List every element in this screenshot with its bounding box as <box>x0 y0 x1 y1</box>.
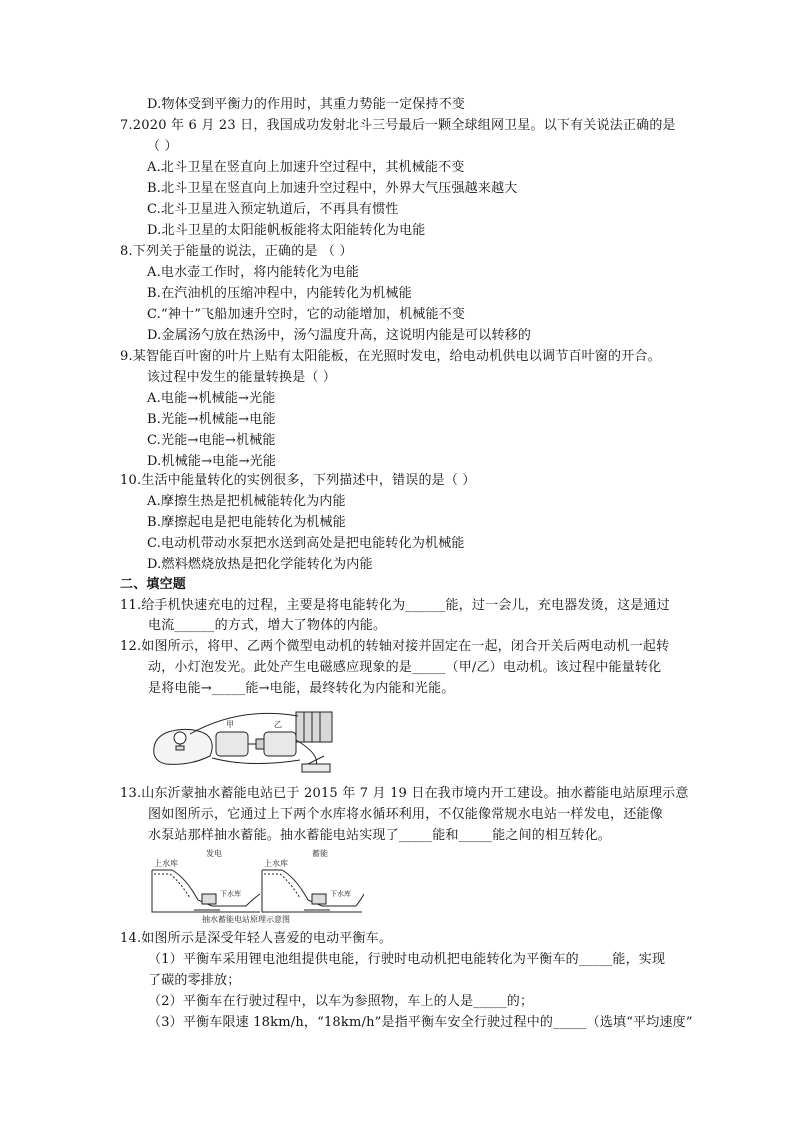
q10-option-d: D.燃料燃烧放热是把化学能转化为内能 <box>147 557 373 572</box>
motor-yi-icon <box>264 732 296 756</box>
q7-option-b: B.北斗卫星在竖直向上加速升空过程中，外界大气压强越来越大 <box>147 181 518 196</box>
pump-right-icon <box>312 894 326 904</box>
lower-reservoir-right-label: 下水库 <box>330 890 351 898</box>
q9-option-d: D.机械能→电能→光能 <box>147 454 277 469</box>
q9-stem-cont: 该过程中发生的能量转换是（ ） <box>147 370 337 385</box>
lamp-icon <box>174 732 186 744</box>
q9-option-a: A.电能→机械能→光能 <box>147 391 276 406</box>
turbine-left-icon <box>202 894 216 904</box>
q12-motor-circuit-figure <box>150 702 340 780</box>
q14-part2: （2）平衡车在行驶过程中，以车为参照物，车上的人是_____的； <box>148 994 534 1009</box>
q8-option-d: D.金属汤勺放在热汤中，汤勺温度升高，这说明内能是可以转移的 <box>147 328 532 343</box>
q14-part3: （3）平衡车限速 18km/h，“18km/h”是指平衡车安全行驶过程中的_____（选填“平均速度” <box>148 1015 693 1030</box>
q11-stem: 11.给手机快速充电的过程，主要是将电能转化为______能，过一会儿，充电器发烫，这是通过 <box>120 598 670 613</box>
q12-stem-cont2: 是将电能→_____能→电能，最终转化为内能和光能。 <box>148 681 455 696</box>
q12-stem-cont1: 动，小灯泡发光。此处产生电磁感应现象的是_____（甲/乙）电动机。该过程中能量转化 <box>148 660 662 675</box>
generate-title: 发电 <box>206 849 222 858</box>
q10-option-b: B.摩擦起电是把电能转化为机械能 <box>147 515 346 530</box>
motor-jia-icon <box>216 732 248 756</box>
battery-icon <box>296 712 332 742</box>
q14-stem: 14.如图所示是深受年轻人喜爱的电动平衡车。 <box>120 931 393 946</box>
q7-option-d: D.北斗卫星的太阳能帆板能将太阳能转化为电能 <box>147 223 426 238</box>
q9-option-c: C.光能→电能→机械能 <box>147 433 276 448</box>
q13-stem-cont2: 水泵站那样抽水蓄能。抽水蓄能电站实现了_____能和_____能之间的相互转化。 <box>148 828 612 843</box>
q7-option-a: A.北斗卫星在竖直向上加速升空过程中，其机械能不变 <box>147 160 465 175</box>
q13-stem-cont1: 图如图所示，它通过上下两个水库将水循环利用，不仅能像常规水电站一样发电，还能像 <box>148 807 663 822</box>
q7-option-c: C.北斗卫星进入预定轨道后，不再具有惯性 <box>147 202 399 217</box>
q10-stem: 10.生活中能量转化的实例很多，下列描述中，错误的是（ ） <box>120 473 476 488</box>
q13-pumped-storage-figure <box>150 848 364 924</box>
q8-option-b: B.在汽油机的压缩冲程中，内能转化为机械能 <box>147 286 412 301</box>
q13-stem: 13.山东沂蒙抽水蓄能电站已于 2015 年 7 月 19 日在我市境内开工建设。抽水蓄能电站原理示意 <box>120 786 689 801</box>
label-jia: 甲 <box>226 720 234 729</box>
pumped-storage-diagram <box>150 848 364 924</box>
q9-option-b: B.光能→机械能→电能 <box>147 412 276 427</box>
q9-stem: 9.某智能百叶窗的叶片上贴有太阳能板，在光照时发电，给电动机供电以调节百叶窗的开合。 <box>120 349 661 364</box>
lower-reservoir-left-label: 下水库 <box>220 890 241 898</box>
store-title: 蓄能 <box>312 849 328 858</box>
q10-option-a: A.摩擦生热是把机械能转化为内能 <box>147 494 346 509</box>
q7-stem-bracket: （ ） <box>147 139 178 154</box>
q10-option-c: C.电动机带动水泵把水送到高处是把电能转化为机械能 <box>147 536 465 551</box>
q14-part1: （1）平衡车采用锂电池组提供电能，行驶时电动机把电能转化为平衡车的_____能，实现 <box>148 952 666 967</box>
label-yi: 乙 <box>274 720 282 729</box>
q12-stem: 12.如图所示，将甲、乙两个微型电动机的转轴对接并固定在一起，闭合开关后两电动机一起转 <box>120 639 670 654</box>
q14-part1-cont: 了碳的零排放； <box>148 973 241 988</box>
switch-icon <box>302 764 330 772</box>
q8-option-a: A.电水壶工作时，将内能转化为电能 <box>147 265 359 280</box>
q11-stem-cont: 电流______的方式，增大了物体的内能。 <box>148 618 387 633</box>
q6-option-d: D.物体受到平衡力的作用时，其重力势能一定保持不变 <box>147 97 466 112</box>
q8-stem: 8.下列关于能量的说法，正确的是 （ ） <box>120 244 353 259</box>
motor-circuit-diagram <box>150 702 340 780</box>
figure-caption: 抽水蓄能电站原理示意图 <box>202 915 290 924</box>
section-heading-fill-in: 二、填空题 <box>120 577 187 592</box>
upper-reservoir-left-label: 上水库 <box>154 859 178 868</box>
q7-stem: 7.2020 年 6 月 23 日，我国成功发射北斗三号最后一颗全球组网卫星。以下有关说法正确的是 <box>120 118 676 133</box>
upper-reservoir-right-label: 上水库 <box>264 859 288 868</box>
q8-option-c: C.“神十”飞船加速升空时，它的动能增加，机械能不变 <box>147 307 466 322</box>
